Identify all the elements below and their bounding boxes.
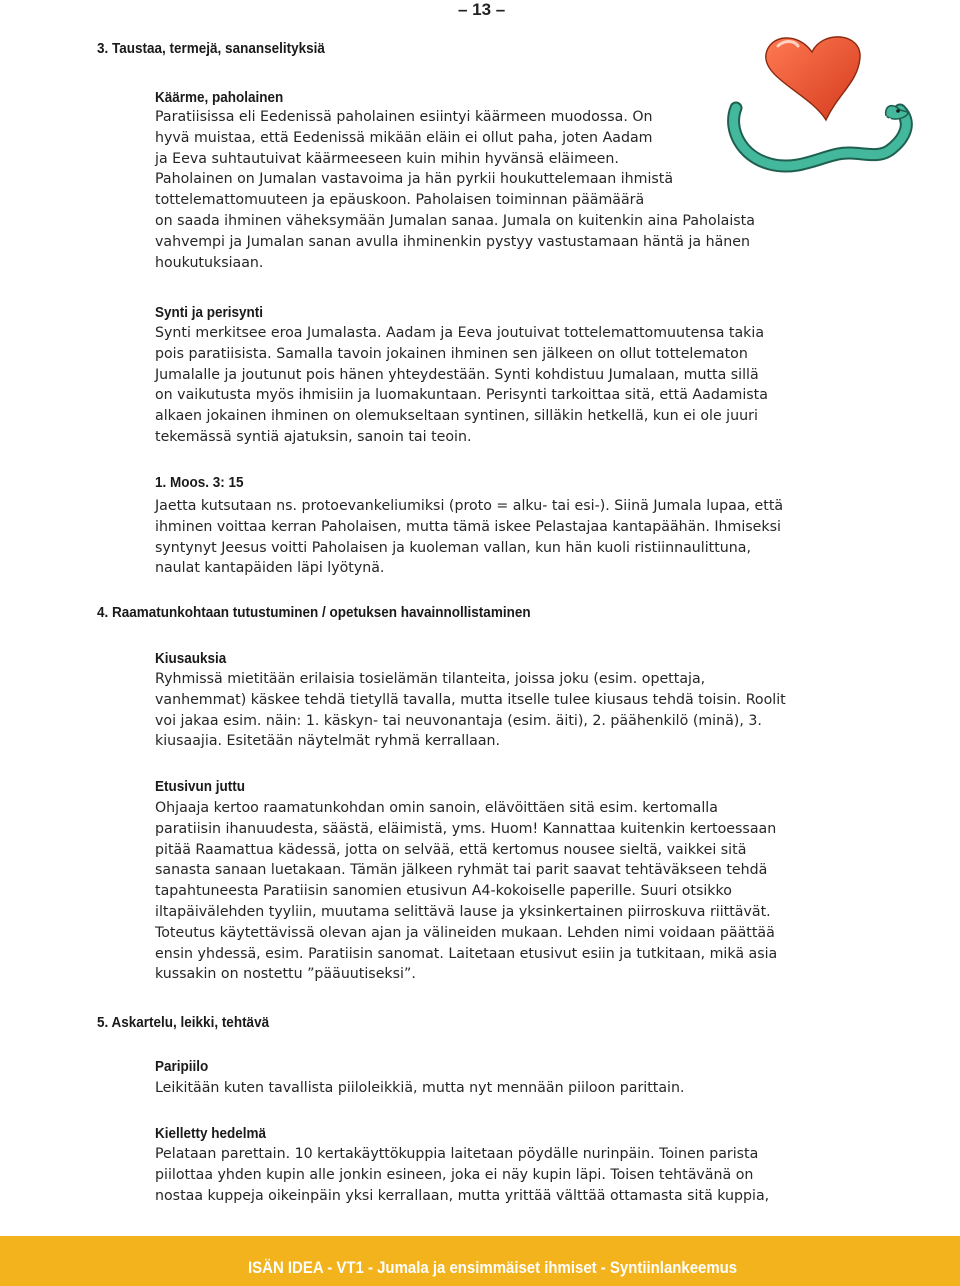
- text-line: hyvä muistaa, että Eedenissä mikään eläin ei ollut paha, joten Aadam: [155, 129, 653, 146]
- text-line: piilottaa yhden kupin alle jonkin esineen, joka ei näy kupin läpi. Toisen tehtävänä on: [155, 1166, 754, 1183]
- text-line: alkaen jokainen ihminen on olemukseltaan syntinen, silläkin hetkellä, kun ei ole juuri: [155, 408, 758, 425]
- block-text-kielletty: [155, 1144, 769, 1206]
- block-title-kaarme: Käärme, paholainen: [155, 89, 284, 106]
- text-line: tekemässä syntiä ajatuksin, sanoin tai teoin.: [155, 428, 472, 445]
- text-line: kiusaajia. Esitetään näytelmät ryhmä kerrallaan.: [155, 733, 501, 750]
- text-line: Paholainen on Jumalan vastavoima ja hän pyrkii houkuttelemaan ihmistä: [155, 171, 674, 188]
- text-line: pois paratiisista. Samalla tavoin jokainen ihminen sen jälkeen on ollut tottelematon: [155, 345, 748, 362]
- block-title-etusivu: Etusivun juttu: [155, 778, 245, 795]
- text-line: Toteutus käytettävissä olevan ajan ja välineiden mukaan. Lehden nimi voidaan päättää: [155, 924, 775, 941]
- text-line: pitää Raamattua kädessä, jotta on selvää, että kertomus nousee sieltä, vaikkei sitä: [155, 841, 747, 858]
- text-line: on vaikutusta myös ihmisiin ja luomakuntaan. Perisynti tarkoittaa sitä, että Aadamista: [155, 387, 768, 404]
- block-title-kielletty: Kielletty hedelmä: [155, 1125, 267, 1142]
- text-line: houkutuksiaan.: [155, 254, 264, 271]
- text-line: paratiisin ihanuudesta, säästä, eläimistä, yms. Huom! Kannattaa kuitenkin kertoessaan: [155, 820, 777, 837]
- block-title-paripiilo: Paripiilo: [155, 1058, 209, 1075]
- text-line: ihminen voittaa kerran Paholaisen, mutta tämä iskee Pelastajaa kantapäähän. Ihmiseksi: [155, 518, 781, 535]
- block-title-synti: Synti ja perisynti: [155, 304, 264, 321]
- block-title-kiusauksia: Kiusauksia: [155, 650, 227, 667]
- text-line: on saada ihminen väheksymään Jumalan sanaa. Jumala on kuitenkin aina Paholaista: [155, 212, 755, 229]
- text-line: kussakin on nostettu ”pääuutiseksi”.: [155, 966, 416, 983]
- block-text-moos: [155, 496, 783, 579]
- heart-and-snake-icon: [726, 32, 926, 182]
- text-line: Paratiisissa eli Eedenissä paholainen esiintyi käärmeen muodossa. On: [155, 109, 653, 125]
- page-number: – 13 –: [458, 0, 506, 19]
- text-line: vahvempi ja Jumalan sanan avulla ihminenkin pystyy vastustamaan häntä ja hänen: [155, 233, 751, 250]
- text-line: voi jakaa esim. näin: 1. käskyn- tai neuvonantaja (esim. äiti), 2. päähenkilö (minä), 3.: [155, 712, 762, 729]
- text-line: syntynyt Jeesus voitti Paholaisen ja kuoleman vallan, kun hän kuoli ristiinnaulittuna,: [155, 539, 751, 556]
- text-line: naulat kantapäiden läpi lyötynä.: [155, 560, 385, 577]
- block-text-etusivu: [155, 798, 777, 985]
- block-text-synti: [155, 323, 768, 448]
- text-line: ensin yhdessä, esim. Paratiisin sanomat. Laitetaan etusivut esiin ja tutkitaan, mikä asia: [155, 945, 778, 962]
- text-line: ja Eeva suhtautuivat käärmeeseen kuin mihin hyvänsä eläimeen.: [155, 150, 619, 167]
- block-text-kaarme: [155, 107, 755, 273]
- text-line: Jumalalle ja joutunut pois hänen yhteydestään. Synti kohdistuu Jumalaan, mutta sillä: [155, 366, 759, 383]
- text-line: iltapäivälehden tyyliin, muutama selittävä lause ja yksinkertainen piirroskuva riittävät.: [155, 903, 771, 920]
- text-line: sanasta sanaan luetakaan. Tämän jälkeen ryhmät tai parit saavat tehtäväkseen tehdä: [155, 862, 768, 879]
- section-title-4: 4. Raamatunkohtaan tutustuminen / opetuksen havainnollistaminen: [97, 604, 531, 621]
- text-line: Ryhmissä mietitään erilaisia tosielämän tilanteita, joissa joku (esim. opettaja,: [155, 671, 706, 687]
- text-line: Ohjaaja kertoo raamatunkohdan omin sanoin, elävöittäen sitä esim. kertomalla: [155, 800, 718, 816]
- text-line: Synti merkitsee eroa Jumalasta. Aadam ja Eeva joutuivat tottelemattomuutensa takia: [155, 325, 765, 341]
- block-title-moos: 1. Moos. 3: 15: [155, 474, 244, 491]
- section-title-5: 5. Askartelu, leikki, tehtävä: [97, 1014, 270, 1031]
- text-line: vanhemmat) käskee tehdä tietyllä tavalla, mutta itselle tulee kiusaus tehdä toisin. Roolit: [155, 691, 786, 708]
- text-line: Pelataan parettain. 10 kertakäyttökuppia laitetaan pöydälle nurinpäin. Toinen parista: [155, 1146, 759, 1162]
- block-text-paripiilo: [155, 1078, 685, 1099]
- text-line: tottelemattomuuteen ja epäuskoon. Paholaisen toiminnan päämäärä: [155, 192, 645, 209]
- footer-title: ISÄN IDEA - VT1 - Jumala ja ensimmäiset ihmiset - Syntiinlankeemus: [248, 1258, 738, 1277]
- text-line: Leikitään kuten tavallista piiloleikkiä, mutta nyt mennään piiloon parittain.: [155, 1080, 685, 1096]
- text-line: nostaa kuppeja oikeinpäin yksi kerrallaan, mutta yrittää välttää ottamasta sitä kuppia,: [155, 1187, 770, 1204]
- text-line: Jaetta kutsutaan ns. protoevankeliumiksi (proto = alku- tai esi-). Siinä Jumala lupaa, että: [155, 498, 784, 514]
- text-line: tapahtuneesta Paratiisin sanomien etusivun A4-kokoiselle paperille. Suuri otsikko: [155, 883, 732, 900]
- section-title-3: 3. Taustaa, termejä, sananselityksiä: [97, 40, 325, 57]
- block-text-kiusauksia: [155, 669, 786, 752]
